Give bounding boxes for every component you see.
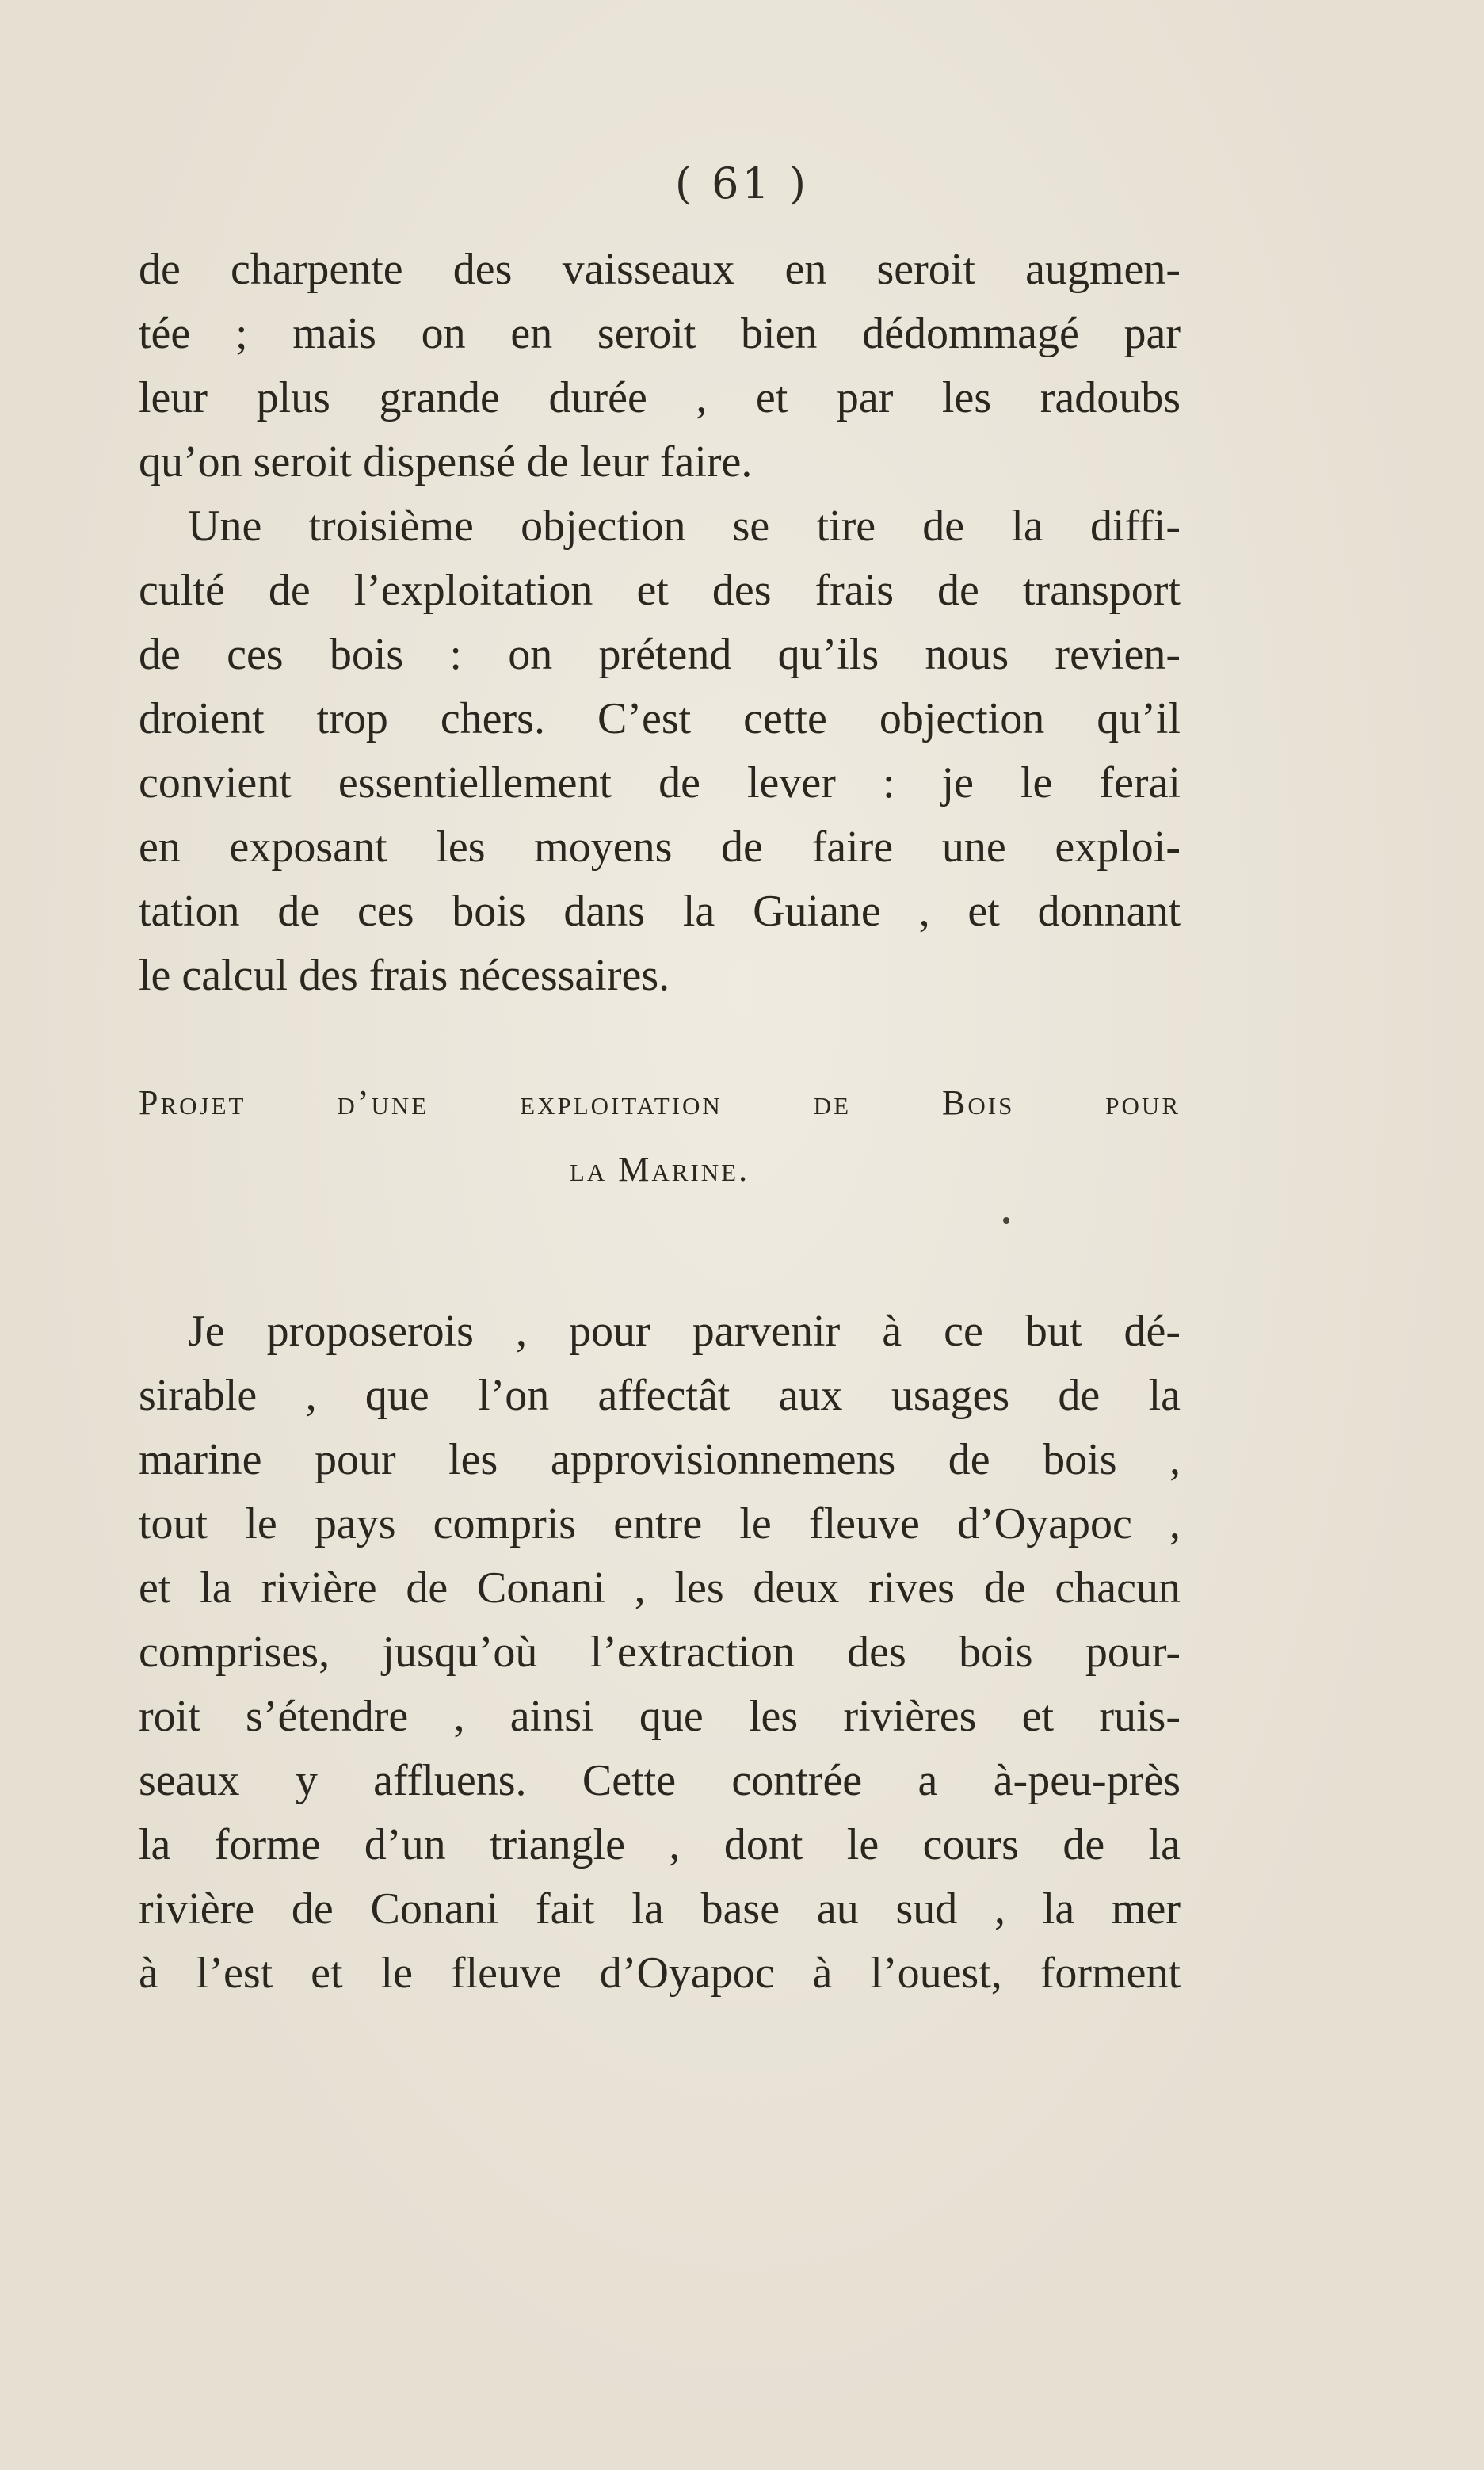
text-line: rivière de Conani fait la base au sud , la mer — [139, 1884, 1181, 1934]
text-line: sirable , que l’on affectât aux usages de la — [139, 1371, 1181, 1420]
heading-line-2: la Marine. — [569, 1150, 750, 1189]
text-line: à l’est et le fleuve d’Oyapoc à l’ouest, forment — [139, 1949, 1181, 1998]
text-line: la forme d’un triangle , dont le cours de la — [139, 1820, 1181, 1869]
page-number: ( 61 ) — [674, 158, 810, 208]
text-line: tée ; mais on en seroit bien dédommagé par — [139, 309, 1181, 358]
text-line: convient essentiellement de lever : je le ferai — [139, 758, 1181, 807]
text-line: en exposant les moyens de faire une exploi- — [139, 823, 1181, 872]
text-line: droient trop chers. C’est cette objection qu’il — [139, 694, 1181, 743]
text-line: de charpente des vaisseaux en seroit augmen- — [139, 245, 1181, 294]
text-line: seaux y affluens. Cette contrée a à-peu-près — [139, 1756, 1181, 1805]
section-heading — [139, 1070, 1181, 1203]
text-line: le calcul des frais nécessaires. — [139, 951, 670, 1000]
text-line: qu’on seroit dispensé de leur faire. — [139, 437, 753, 487]
text-line: et la rivière de Conani , les deux rives de chacun — [139, 1563, 1181, 1613]
text-line: Une troisième objection se tire de la diffi- — [188, 502, 1181, 551]
text-line: Je proposerois , pour parvenir à ce but dé- — [188, 1307, 1181, 1356]
heading-line-1: Projet d’une exploitation de Bois pour — [139, 1083, 1181, 1122]
text-line: culté de l’exploitation et des frais de transport — [139, 566, 1181, 615]
paragraph-proposal — [139, 1300, 1181, 2006]
text-line: tout le pays compris entre le fleuve d’Oyapoc , — [139, 1499, 1181, 1548]
paragraph-objections — [139, 238, 1181, 1008]
text-line: roit s’étendre , ainsi que les rivières et ruis- — [139, 1692, 1181, 1741]
ink-speck — [1003, 1217, 1009, 1224]
text-line: tation de ces bois dans la Guiane , et donnant — [139, 887, 1181, 936]
text-line: de ces bois : on prétend qu’ils nous revien- — [139, 630, 1181, 679]
text-line: leur plus grande durée , et par les radoubs — [139, 373, 1181, 422]
text-line: marine pour les approvisionnemens de bois , — [139, 1435, 1181, 1484]
text-line: comprises, jusqu’où l’extraction des bois pour- — [139, 1628, 1181, 1677]
